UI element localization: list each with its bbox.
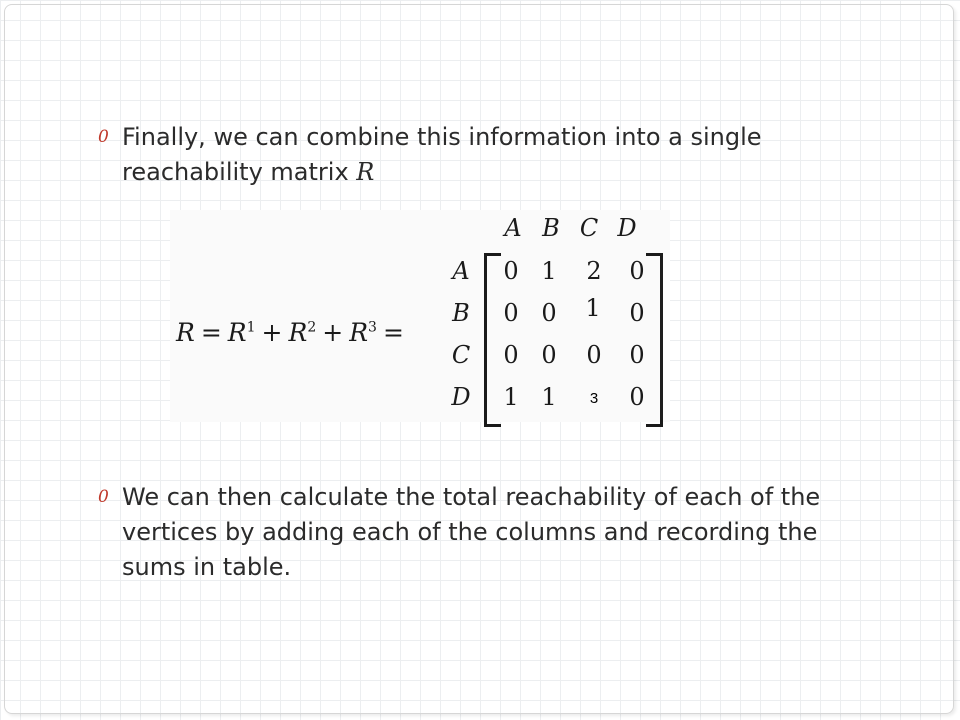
matrix-cell: 1 — [541, 257, 557, 285]
equals-sign: = — [382, 318, 404, 347]
bullet-marker: 0 — [98, 127, 109, 147]
bullet-item — [98, 120, 858, 190]
term-symbol: R — [288, 318, 308, 347]
lhs-symbol: R — [176, 318, 195, 347]
matrix-cell: 0 — [629, 257, 645, 285]
column-label: A — [504, 214, 522, 242]
term-symbol: R — [349, 318, 369, 347]
bullet-text: We can then calculate the total reachability of each of the vertices by adding each of the columns and recording the sums in table. — [122, 483, 821, 581]
plus-sign: + — [261, 318, 283, 347]
reachability-equation — [170, 210, 670, 422]
matrix-cell: 0 — [629, 299, 645, 327]
matrix-cell: 3 — [589, 390, 599, 407]
equation-lhs — [176, 318, 410, 347]
term-exponent: 1 — [246, 319, 256, 336]
matrix-cell: 0 — [503, 341, 519, 369]
term-exponent: 3 — [368, 319, 377, 336]
matrix-variable: R — [356, 158, 375, 186]
row-label: D — [451, 383, 471, 411]
bullet-marker: 0 — [98, 487, 109, 507]
matrix-cell: 0 — [629, 341, 645, 369]
row-label: C — [451, 341, 471, 369]
matrix-cell: 1 — [541, 383, 557, 411]
equals-sign: = — [200, 318, 222, 347]
column-label: C — [579, 214, 599, 242]
bullet-item — [98, 480, 858, 585]
matrix-cell: 2 — [586, 257, 602, 285]
plus-sign: + — [322, 318, 344, 347]
term-symbol: R — [227, 318, 247, 347]
matrix-cell: 0 — [586, 341, 602, 369]
matrix-cell: 0 — [541, 341, 557, 369]
bullet-text — [122, 120, 858, 190]
matrix-cell: 1 — [503, 383, 519, 411]
bullet-text-main: Finally, we can combine this information into a single reachability matrix — [122, 123, 762, 186]
matrix-cell: 1 — [585, 294, 601, 322]
row-label: B — [452, 299, 470, 327]
matrix-cell: 0 — [629, 383, 645, 411]
term-exponent: 2 — [307, 319, 317, 336]
matrix-cell: 0 — [503, 299, 519, 327]
row-label: A — [452, 257, 470, 285]
matrix-cell: 0 — [541, 299, 557, 327]
column-label: B — [542, 214, 560, 242]
matrix-cell: 0 — [503, 257, 519, 285]
column-label: D — [617, 214, 637, 242]
